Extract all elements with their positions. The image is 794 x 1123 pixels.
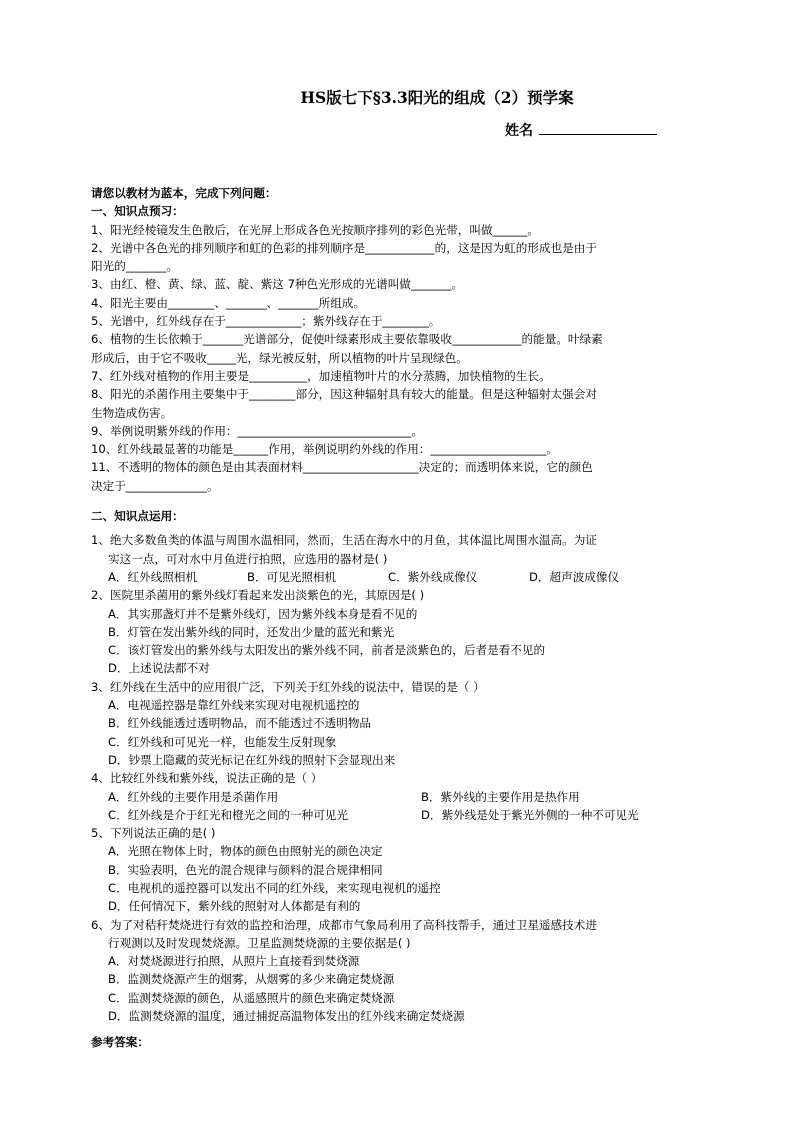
option[interactable]: A．对焚烧源进行拍照，从照片上直接看到焚烧源 (108, 954, 360, 969)
question-stem: 实这一点，可对水中月鱼进行拍照，应选用的器材是( ) (108, 551, 388, 566)
knowledge-line: 决定于______________。 (91, 478, 219, 493)
option[interactable]: C．红外线是介于红光和橙光之间的一种可见光 (108, 807, 348, 822)
knowledge-line: 阳光的_______。 (91, 259, 178, 274)
option[interactable]: B．紫外线的主要作用是热作用 (421, 789, 580, 804)
knowledge-line: 6、植物的生长依赖于_______光谱部分，促使叶绿素形成主要依靠吸收____________的能量。叶绿素 (91, 332, 603, 347)
knowledge-line: 形成后，由于它不吸收_____光，绿光被反射，所以植物的叶片呈现绿色。 (91, 350, 468, 365)
options-row (91, 806, 703, 824)
knowledge-line: 8、阳光的杀菌作用主要集中于________部分，因这种辐射具有较大的能量。但是这种辐射太强会对 (91, 387, 597, 402)
page-title: HS版七下§3.3阳光的组成（2）预学案 (300, 88, 574, 107)
option[interactable]: B．可见光照相机 (247, 569, 337, 584)
option[interactable]: D．超声波成像仪 (529, 569, 620, 584)
knowledge-line: 9、举例说明紫外线的作用：______________________________。 (91, 423, 424, 438)
name-field-row (505, 120, 657, 140)
option[interactable]: D．监测焚烧源的温度，通过捕捉高温物体发出的红外线来确定焚烧源 (108, 1009, 465, 1024)
option[interactable]: D．上述说法都不对 (108, 661, 210, 676)
option[interactable]: B．红外线能透过透明物品，而不能透过不透明物品 (108, 716, 372, 731)
section1-lines (91, 221, 703, 495)
option[interactable]: C．该灯管发出的紫外线与太阳发出的紫外线不同，前者是淡紫色的，后者是看不见的 (108, 643, 546, 658)
option[interactable]: C．监测焚烧源的颜色，从遥感照片的颜色来确定焚烧源 (108, 990, 395, 1005)
question-6 (91, 916, 703, 1026)
knowledge-line: 2、光谱中各色光的排列顺序和虹的色彩的排列顺序是____________的，这是因为虹的形成也是由于 (91, 240, 597, 255)
instruction: 请您以教材为蓝本，完成下列问题： (91, 186, 277, 200)
options-row (91, 788, 703, 806)
option[interactable]: D．紫外线是处于紫光外侧的一种不可见光 (421, 807, 639, 822)
section1-heading: 一、知识点预习： (91, 204, 184, 219)
question-stem: 6、为了对秸秆焚烧进行有效的监控和治理，成都市气象局利用了高科技帮手，通过卫星遥感技术进 (91, 917, 597, 932)
question-stem: 5、下列说法正确的是( ) (91, 826, 216, 841)
question-stem: 4、比较红外线和紫外线，说法正确的是（ ） (91, 771, 323, 786)
question-stem: 2、医院里杀菌用的紫外线灯看起来发出淡紫色的光，其原因是( ) (91, 588, 425, 603)
name-label: 姓名 (505, 123, 533, 139)
question-2 (91, 586, 703, 677)
question-1 (91, 531, 703, 586)
knowledge-line: 生物造成伤害。 (91, 405, 173, 420)
knowledge-line: 7、红外线对植物的作用主要是__________，加速植物叶片的水分蒸腾，加快植物的生长。 (91, 368, 551, 383)
answers-heading: 参考答案： (91, 1035, 149, 1050)
question-4 (91, 769, 703, 824)
option[interactable]: D．钞票上隐藏的荧光标记在红外线的照射下会显现出来 (108, 752, 396, 767)
options-row (91, 568, 703, 586)
option[interactable]: D．任何情况下，紫外线的照射对人体都是有利的 (108, 899, 361, 914)
knowledge-line: 5、光谱中，红外线存在于_____________；紫外线存在于________。 (91, 314, 441, 329)
question-stem: 3、红外线在生活中的应用很广泛，下列关于红外线的说法中，错误的是（ ） (91, 679, 485, 694)
knowledge-line: 10、红外线最显著的功能是______作用，举例说明约外线的作用：____________________。 (91, 442, 558, 457)
option[interactable]: A．电视遥控器是靠红外线来实现对电视机遥控的 (108, 698, 360, 713)
question-3 (91, 678, 703, 769)
knowledge-line: 3、由红、橙、黄、绿、蓝、靛、紫这 7种色光形成的光谱叫做_______。 (91, 277, 464, 292)
option[interactable]: A．光照在物体上时，物体的颜色由照射光的颜色决定 (108, 844, 383, 859)
name-blank-line (539, 121, 657, 135)
option[interactable]: B．监测焚烧源产生的烟雾，从烟雾的多少来确定焚烧源 (108, 972, 395, 987)
section2-questions (91, 531, 703, 1025)
option[interactable]: A．红外线照相机 (108, 569, 198, 584)
option[interactable]: C．紫外线成像仪 (388, 569, 478, 584)
knowledge-line: 4、阳光主要由________、_______、_______所组成。 (91, 295, 366, 310)
option[interactable]: C．电视机的遥控器可以发出不同的红外线，来实现电视机的遥控 (108, 880, 441, 895)
knowledge-line: 1、阳光经棱镜发生色散后，在光屏上形成各色光按顺序排列的彩色光带，叫做______。 (91, 222, 539, 237)
option[interactable]: C．红外线和可见光一样，也能发生反射现象 (108, 734, 337, 749)
section2-heading: 二、知识点运用： (91, 509, 184, 524)
worksheet-content (91, 184, 703, 1052)
knowledge-line: 11、不透明的物体的颜色是由其表面材料____________________决定的；而透明体来说，它的颜色 (91, 460, 593, 475)
question-stem: 行观测以及时发现焚烧源。卫星监测焚烧源的主要依据是( ) (108, 935, 411, 950)
question-5 (91, 824, 703, 915)
option[interactable]: A．红外线的主要作用是杀菌作用 (108, 789, 279, 804)
option[interactable]: B．灯管在发出紫外线的同时，还发出少量的蓝光和紫光 (108, 624, 395, 639)
question-stem: 1、绝大多数鱼类的体温与周围水温相同，然而，生活在海水中的月鱼，其体温比周围水温高。为证 (91, 533, 597, 548)
option[interactable]: A．其实那盏灯并不是紫外线灯，因为紫外线本身是看不见的 (108, 606, 418, 621)
option[interactable]: B．实验表明，色光的混合规律与颜料的混合规律相同 (108, 862, 383, 877)
